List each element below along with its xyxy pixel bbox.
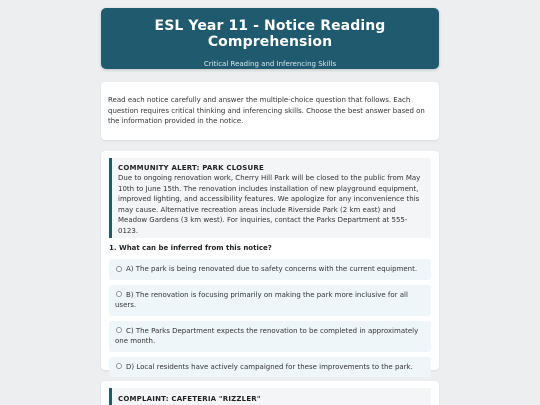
answer-option-b[interactable] xyxy=(109,285,431,316)
question-card-1 xyxy=(101,151,439,370)
answer-option-c[interactable] xyxy=(109,321,431,352)
radio-button-icon[interactable] xyxy=(116,291,122,297)
instructions-text: Read each notice carefully and answer the multiple-choice question that follows. Each question requires critical thinking and inferencing skills. Choose the best answer based on the information provided in the notice. xyxy=(108,96,425,125)
notice-box xyxy=(109,158,431,238)
answer-option-d[interactable] xyxy=(109,357,431,378)
page-header xyxy=(101,8,439,69)
option-label: D) Local residents have actively campaigned for these improvements to the park. xyxy=(126,362,413,371)
question-text: 1. What can be inferred from this notice? xyxy=(109,244,272,252)
notice-body: Due to ongoing renovation work, Cherry Hill Park will be closed to the public from May 10th to June 15th. The renovation includes installation of new playground equipment, improved lighting, and accessibility features. We apologize for any inconvenience this may cause. Alternative recreation areas include Riverside Park (2 km east) and Meadow Gardens (3 km west). For inquiries, contact the Parks Department at 555-0123. xyxy=(118,174,421,235)
question-card-2 xyxy=(101,381,439,405)
radio-button-icon[interactable] xyxy=(116,327,122,333)
radio-button-icon[interactable] xyxy=(116,363,122,369)
instructions-card xyxy=(101,82,439,140)
notice-box xyxy=(109,388,431,405)
page-title: ESL Year 11 - Notice Reading Comprehension xyxy=(154,18,386,50)
radio-button-icon[interactable] xyxy=(116,266,122,272)
answer-option-a[interactable] xyxy=(109,259,431,280)
notice-title: COMMUNITY ALERT: PARK CLOSURE xyxy=(118,164,264,172)
notice-title: COMPLAINT: CAFETERIA "RIZZLER" xyxy=(118,395,261,403)
option-label: C) The Parks Department expects the renovation to be completed in approximately one month. xyxy=(115,326,419,345)
option-label: A) The park is being renovated due to safety concerns with the current equipment. xyxy=(126,265,418,273)
page-subtitle: Critical Reading and Inferencing Skills xyxy=(203,60,337,68)
option-label: B) The renovation is focusing primarily on making the park more inclusive for all users. xyxy=(115,290,408,309)
